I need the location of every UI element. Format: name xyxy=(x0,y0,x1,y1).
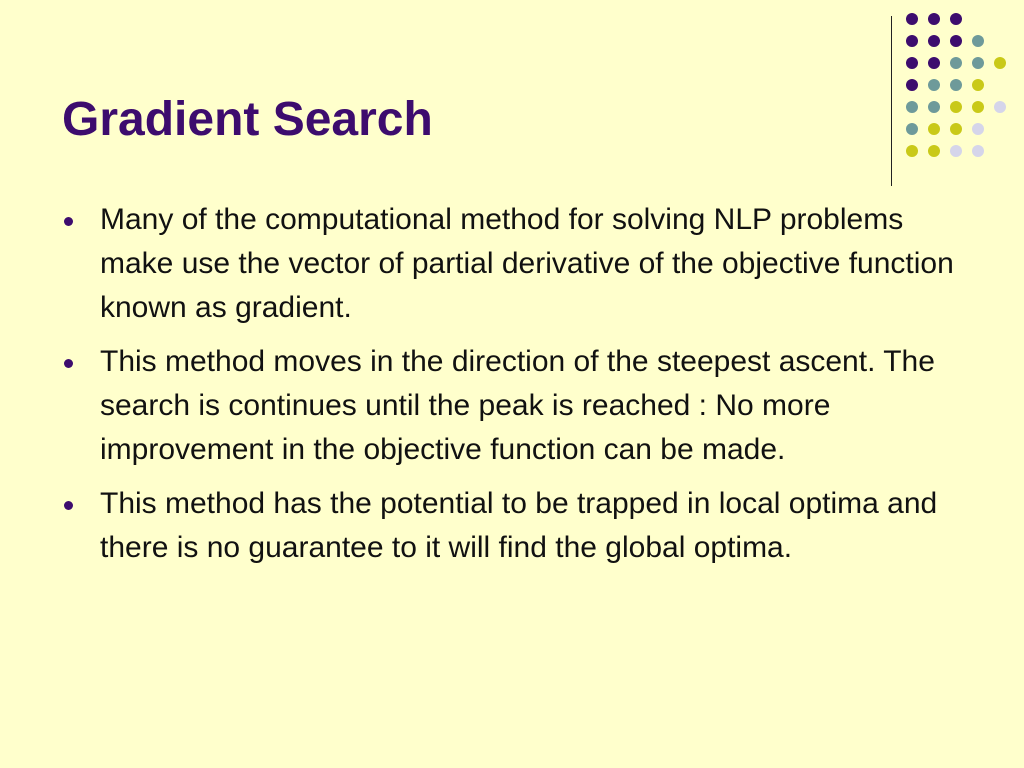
bullet-text: This method moves in the direction of the steepest ascent. The search is continues until the peak is reached : No more improvement in the objective function can be made. xyxy=(100,345,935,466)
decorative-dot xyxy=(928,35,940,47)
decorative-dot-grid xyxy=(905,12,1015,168)
decorative-dot xyxy=(906,13,918,25)
decorative-dot xyxy=(950,123,962,135)
bullet-dot-icon xyxy=(64,501,73,510)
decorative-dot xyxy=(906,145,918,157)
decorative-dot xyxy=(972,123,984,135)
bullet-dot-icon xyxy=(64,217,73,226)
decorative-dot xyxy=(928,57,940,69)
decorative-dot xyxy=(972,79,984,91)
decorative-dot xyxy=(950,13,962,25)
bullet-text: This method has the potential to be trapped in local optima and there is no guarantee to it will find the global optima. xyxy=(100,487,938,564)
bullet-text: Many of the computational method for solving NLP problems make use the vector of partial derivative of the objective function known as gradient. xyxy=(100,203,954,324)
decorative-dot xyxy=(906,101,918,113)
decorative-dot xyxy=(950,79,962,91)
decorative-dot xyxy=(906,57,918,69)
bullet-list xyxy=(60,198,970,580)
slide-title: Gradient Search xyxy=(62,93,433,146)
decorative-dot xyxy=(906,123,918,135)
decorative-dot xyxy=(972,57,984,69)
decorative-dot xyxy=(972,101,984,113)
bullet-dot-icon xyxy=(64,359,73,368)
decorative-dot xyxy=(928,101,940,113)
decorative-dot xyxy=(928,123,940,135)
decorative-dot xyxy=(950,57,962,69)
decorative-dot xyxy=(972,35,984,47)
bullet-item xyxy=(60,482,970,570)
title-divider-line xyxy=(891,16,892,186)
decorative-dot xyxy=(994,101,1006,113)
decorative-dot xyxy=(950,35,962,47)
decorative-dot xyxy=(994,57,1006,69)
decorative-dot xyxy=(928,79,940,91)
bullet-item xyxy=(60,340,970,472)
decorative-dot xyxy=(950,145,962,157)
decorative-dot xyxy=(906,35,918,47)
decorative-dot xyxy=(906,79,918,91)
decorative-dot xyxy=(950,101,962,113)
decorative-dot xyxy=(972,145,984,157)
bullet-item xyxy=(60,198,970,330)
decorative-dot xyxy=(928,13,940,25)
